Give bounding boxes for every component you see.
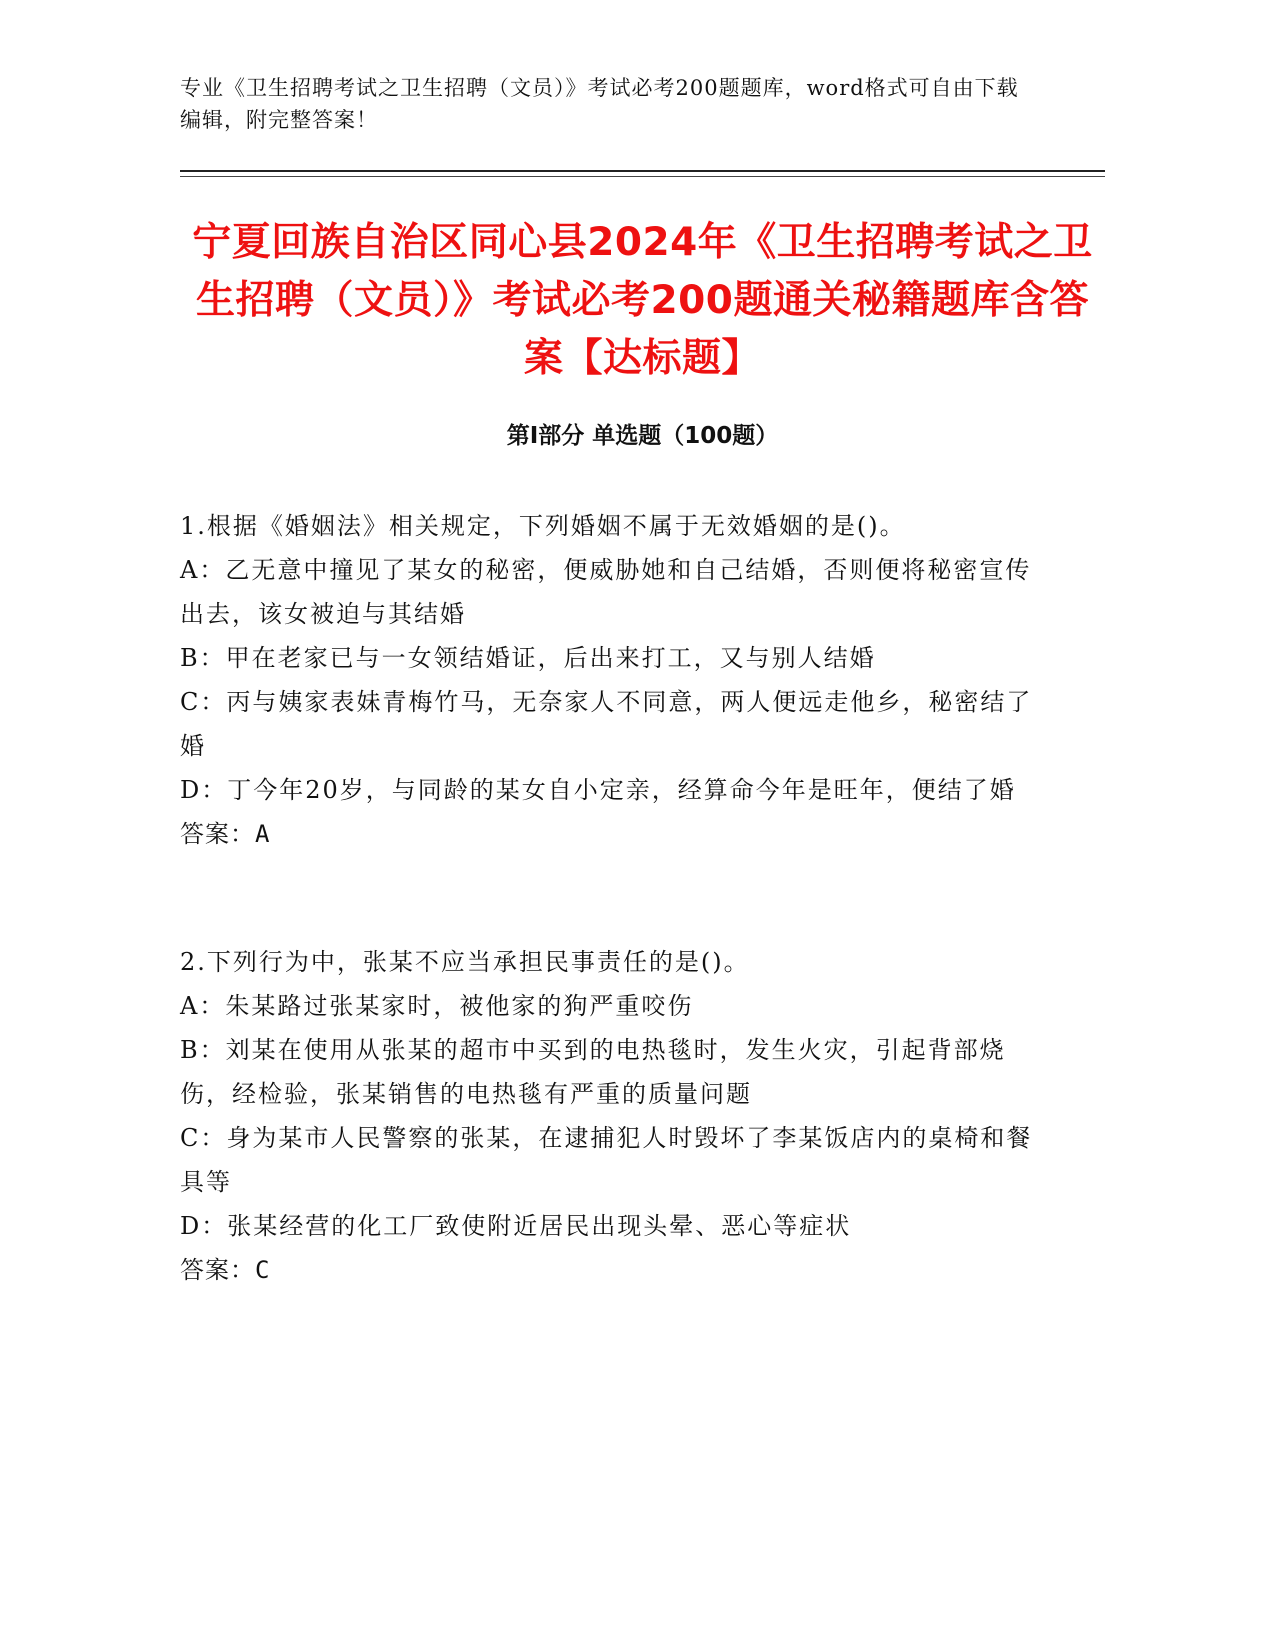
option-b: B：甲在老家已与一女领结婚证，后出来打工，又与别人结婚 <box>180 644 876 672</box>
question-1 <box>180 504 1040 856</box>
answer-line <box>180 1248 1040 1292</box>
document-title: 宁夏回族自治区同心县2024年《卫生招聘考试之卫生招聘（文员）》考试必考200题通关秘籍题库含答案【达标题】 <box>192 220 1093 381</box>
header-note: 专业《卫生招聘考试之卫生招聘（文员）》考试必考200题题库，word格式可自由下载编辑，附完整答案！ <box>180 76 1019 132</box>
answer-value: C <box>255 1256 271 1284</box>
answer-label: 答案： <box>180 820 255 848</box>
option-c: C：身为某市人民警察的张某，在逮捕犯人时毁坏了李某饭店内的桌椅和餐具等 <box>180 1124 1033 1196</box>
header-divider-thick <box>180 170 1105 172</box>
option-d: D：丁今年20岁，与同龄的某女自小定亲，经算命今年是旺年，便结了婚 <box>180 776 1016 804</box>
question-stem: 1.根据《婚姻法》相关规定，下列婚姻不属于无效婚姻的是()。 <box>180 512 906 540</box>
answer-line <box>180 812 1040 856</box>
header-divider-thin <box>180 176 1105 177</box>
option-a: A：朱某路过张某家时，被他家的狗严重咬伤 <box>180 992 694 1020</box>
question-stem: 2.下列行为中，张某不应当承担民事责任的是()。 <box>180 948 750 976</box>
answer-label: 答案： <box>180 1256 255 1284</box>
option-b: B：刘某在使用从张某的超市中买到的电热毯时，发生火灾，引起背部烧伤，经检验，张某销售的电热毯有严重的质量问题 <box>180 1036 1006 1108</box>
option-a: A：乙无意中撞见了某女的秘密，便威胁她和自己结婚，否则便将秘密宣传出去，该女被迫与其结婚 <box>180 556 1032 628</box>
section-heading: 第I部分 单选题（100题） <box>506 423 779 449</box>
option-c: C：丙与姨家表妹青梅竹马，无奈家人不同意，两人便远走他乡，秘密结了婚 <box>180 688 1033 760</box>
question-2 <box>180 940 1040 1292</box>
option-d: D：张某经营的化工厂致使附近居民出现头晕、恶心等症状 <box>180 1212 852 1240</box>
answer-value: A <box>255 820 271 848</box>
